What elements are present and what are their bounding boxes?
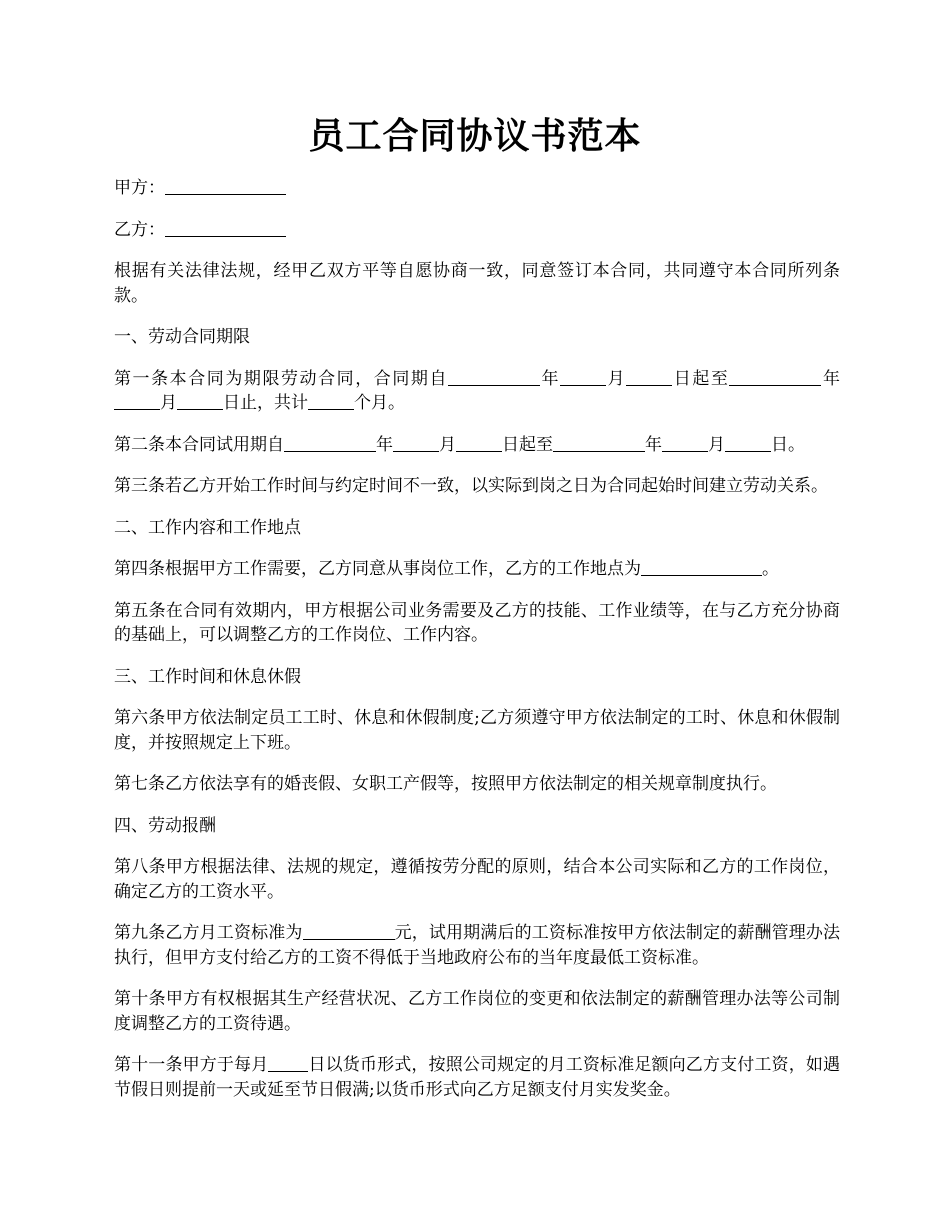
- blank-field: [662, 433, 708, 452]
- article-5: 第五条在合同有效期内，甲方根据公司业务需要及乙方的技能、工作业绩等，在与乙方充分协商的基础上，可以调整乙方的工作岗位、工作内容。: [114, 600, 840, 645]
- article-4-text: 第四条根据甲方工作需要，乙方同意从事岗位工作，乙方的工作地点为: [114, 559, 641, 579]
- section-heading-2: 二、工作内容和工作地点: [114, 517, 301, 538]
- section-heading-4: 四、劳动报酬: [114, 815, 216, 836]
- article-9-text: 元，试用期满后的工资标准按甲方依法制定的薪酬管理办法执行，但甲方支付给乙方的工资不得低于当地政府公布的当年度最低工资标准。: [114, 923, 841, 968]
- blank-field: [626, 367, 672, 386]
- section-heading-1: 一、劳动合同期限: [114, 327, 250, 347]
- blank-field: [114, 391, 160, 410]
- article-7: 第七条乙方依法享有的婚丧假、女职工产假等，按照甲方依法制定的相关规章制度执行。: [114, 774, 777, 794]
- blank-field: [177, 391, 223, 410]
- article-1: [114, 367, 840, 416]
- article-10: 第十条甲方有权根据其生产经营状况、乙方工作岗位的变更和依法制定的薪酬管理办法等公司制度调整乙方的工资待遇。: [114, 989, 840, 1034]
- blank-field: [448, 367, 540, 386]
- party-b-blank: [165, 218, 286, 237]
- article-2-text: 月: [439, 434, 456, 455]
- article-1-text: 年: [821, 368, 841, 389]
- article-4: [114, 557, 840, 582]
- blank-field: [729, 367, 821, 386]
- article-11-text: 日以货币形式，按照公司规定的月工资标准足额向乙方支付工资，如遇节假日则提前一天或延至节日假满;以货币形式向乙方足额支付月实发奖金。: [114, 1055, 841, 1100]
- article-2-text: 第二条本合同试用期自: [114, 434, 284, 455]
- blank-field: [641, 557, 762, 576]
- article-1-text: 第一条本合同为期限劳动合同，合同期自: [114, 368, 448, 389]
- party-b-label: 乙方：: [114, 219, 165, 240]
- blank-field: [560, 367, 606, 386]
- article-9: [114, 921, 840, 970]
- article-2-text: 年: [376, 434, 393, 455]
- article-2-text: 年: [645, 434, 662, 455]
- article-1-text: 月: [606, 368, 627, 389]
- document-body: [114, 176, 840, 1119]
- article-1-text: 日起至: [672, 368, 730, 389]
- article-3: 第三条若乙方开始工作时间与约定时间不一致，以实际到岗之日为合同起始时间建立劳动关系。: [114, 476, 828, 496]
- article-1-text: 日止，共计: [223, 393, 308, 413]
- blank-field: [393, 433, 439, 452]
- article-11: [114, 1053, 840, 1102]
- article-2-text: 日。: [771, 434, 805, 455]
- blank-field: [303, 921, 395, 940]
- article-1-text: 月: [160, 393, 177, 413]
- section-heading-3: 三、工作时间和休息休假: [114, 666, 301, 687]
- party-a-blank: [165, 176, 286, 195]
- article-2-text: 月: [708, 434, 725, 455]
- party-a-label: 甲方：: [114, 178, 165, 198]
- party-b-line: [114, 218, 840, 243]
- article-6: 第六条甲方依法制定员工工时、休息和休假制度;乙方须遵守甲方依法制定的工时、休息和休假制度，并按照规定上下班。: [114, 708, 840, 753]
- article-1-text: 年: [540, 368, 561, 389]
- intro-paragraph: 根据有关法律法规，经甲乙双方平等自愿协商一致，同意签订本合同，共同遵守本合同所列条款。: [114, 261, 840, 306]
- article-11-text: 第十一条甲方于每月: [114, 1055, 269, 1075]
- blank-field: [456, 433, 502, 452]
- article-2-text: 日起至: [502, 434, 553, 455]
- blank-field: [284, 433, 376, 452]
- blank-field: [308, 391, 354, 410]
- blank-field: [725, 433, 771, 452]
- article-2: [114, 433, 840, 458]
- article-9-text: 第九条乙方月工资标准为: [114, 923, 303, 943]
- party-a-line: [114, 176, 840, 201]
- article-8: 第八条甲方根据法律、法规的规定，遵循按劳分配的原则，结合本公司实际和乙方的工作岗位，确定乙方的工资水平。: [114, 857, 840, 902]
- article-1-text: 个月。: [354, 393, 405, 413]
- blank-field: [268, 1053, 308, 1072]
- blank-field: [553, 433, 645, 452]
- document-title: 员工合同协议书范本: [308, 115, 642, 157]
- article-4-text: 。: [762, 559, 779, 579]
